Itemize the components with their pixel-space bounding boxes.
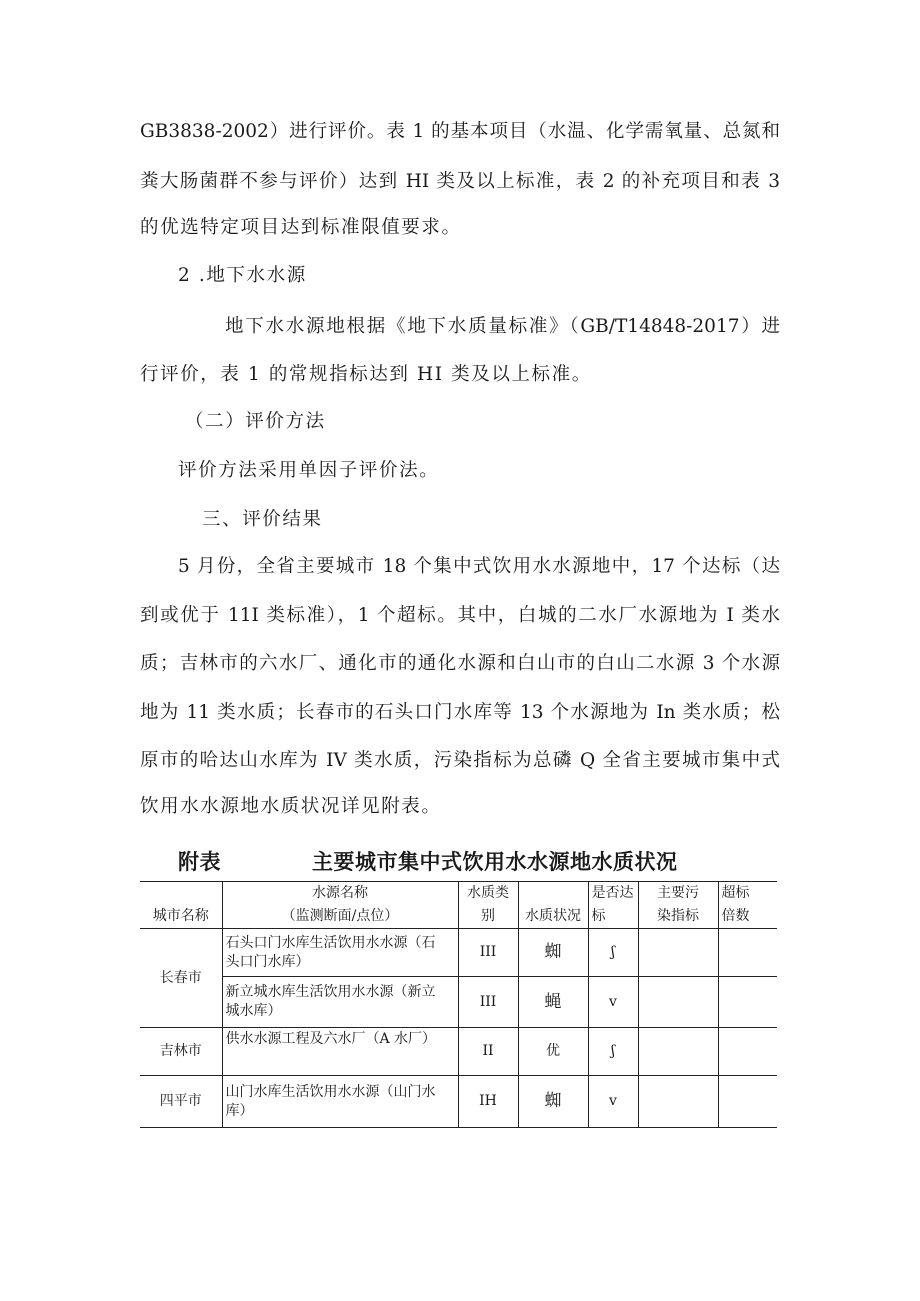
cell-meets: ʃ [588,929,638,977]
section-heading: 2 .地下水水源 [178,265,307,286]
body-text-line: 行评价，表 1 的常规指标达到 HI 类及以上标准。 [140,364,592,385]
body-text-line: 到或优于 11I 类标准），1 个超标。其中，白城的二水厂水源地为 I 类水 [140,605,780,626]
cell-exceed [718,929,777,977]
cell-class: III [458,929,518,977]
header-meets: 是否达 [588,882,638,906]
cell-source-line: 石头口门水库生活饮用水水源（石 [225,934,436,951]
header-class: 水质类 [458,882,518,906]
section-heading: 三、评价结果 [202,509,323,530]
body-text-line: 5 月份，全省主要城市 18 个集中式饮用水水源地中，17 个达标（达 [178,556,780,577]
cell-status: 蝇 [518,977,588,1028]
body-text-line: 地下水水源地根据《地下水质量标准》（GB/T14848-2017）进 [225,316,780,337]
table-row [140,1028,777,1076]
cell-city: 四平市 [140,1076,222,1128]
body-text-line: 评价方法采用单因子评价法。 [178,460,440,481]
cell-source [222,1076,458,1128]
header-status: 水质状况 [518,882,588,929]
header-pollutant-sub: 染指标 [638,905,718,929]
header-exceed-sub: 倍数 [718,905,777,929]
cell-class: IH [458,1076,518,1128]
cell-meets: ʃ [588,1028,638,1076]
cell-source-line: 库） [225,1102,254,1119]
cell-pollutant [638,977,718,1028]
table-row [140,929,777,977]
section-heading: （二）评价方法 [185,411,326,432]
body-text-line: 质；吉林市的六水厂、通化市的通化水源和白山市的白山二水源 3 个水源 [140,653,780,674]
cell-source [222,929,458,977]
cell-source-line: 头口门水库） [225,953,310,970]
header-pollutant: 主要污 [638,882,718,906]
cell-status: 蜘 [518,929,588,977]
cell-status: 优 [518,1028,588,1076]
cell-source [222,977,458,1028]
body-text-line: 地为 11 类水质；长春市的石头口门水库等 13 个水源地为 In 类水质；松 [140,702,780,723]
header-source-name-sub: （监测断面/点位） [222,905,458,929]
cell-pollutant [638,929,718,977]
water-quality-table [140,881,777,1128]
cell-source-line: 供水水源工程及六水厂（A 水厂） [225,1031,437,1047]
table-header-row [140,882,777,906]
table-row [140,977,777,1028]
table-row [140,1076,777,1128]
cell-class: II [458,1028,518,1076]
cell-source-line: 山门水库生活饮用水水源（山门水 [225,1083,436,1100]
header-exceed: 超标 [718,882,777,906]
cell-pollutant [638,1076,718,1128]
body-text-line: GB3838-2002）进行评价。表 1 的基本项目（水温、化学需氧量、总氮和 [140,121,780,142]
cell-city: 吉林市 [140,1028,222,1076]
cell-source-line: 新立城水库生活饮用水水源（新立 [225,984,436,1000]
cell-source-line: 城水库） [225,1003,282,1019]
body-text-line: 原市的哈达山水库为 IV 类水质，污染指标为总磷 Q 全省主要城市集中式 [140,750,780,771]
cell-meets: v [588,977,638,1028]
cell-exceed [718,977,777,1028]
cell-class: III [458,977,518,1028]
table-caption-label: 附表 [178,850,221,874]
cell-meets: v [588,1076,638,1128]
header-meets-sub: 标 [588,905,638,929]
table-header-row [140,905,777,929]
header-class-sub: 别 [458,905,518,929]
cell-source [222,1028,458,1076]
body-text-line: 粪大肠菌群不参与评价）达到 HI 类及以上标准，表 2 的补充项目和表 3 [140,171,780,192]
cell-pollutant [638,1028,718,1076]
cell-status: 蜘 [518,1076,588,1128]
body-text-line: 的优选特定项目达到标准限值要求。 [140,217,462,238]
cell-city: 长春市 [140,929,222,1028]
header-city: 城市名称 [140,882,222,929]
cell-exceed [718,1028,777,1076]
body-text-line: 饮用水水源地水质状况详见附表。 [140,796,442,817]
table-caption-title: 主要城市集中式饮用水水源地水质状况 [312,850,678,874]
header-source-name: 水源名称 [222,882,458,906]
cell-exceed [718,1076,777,1128]
